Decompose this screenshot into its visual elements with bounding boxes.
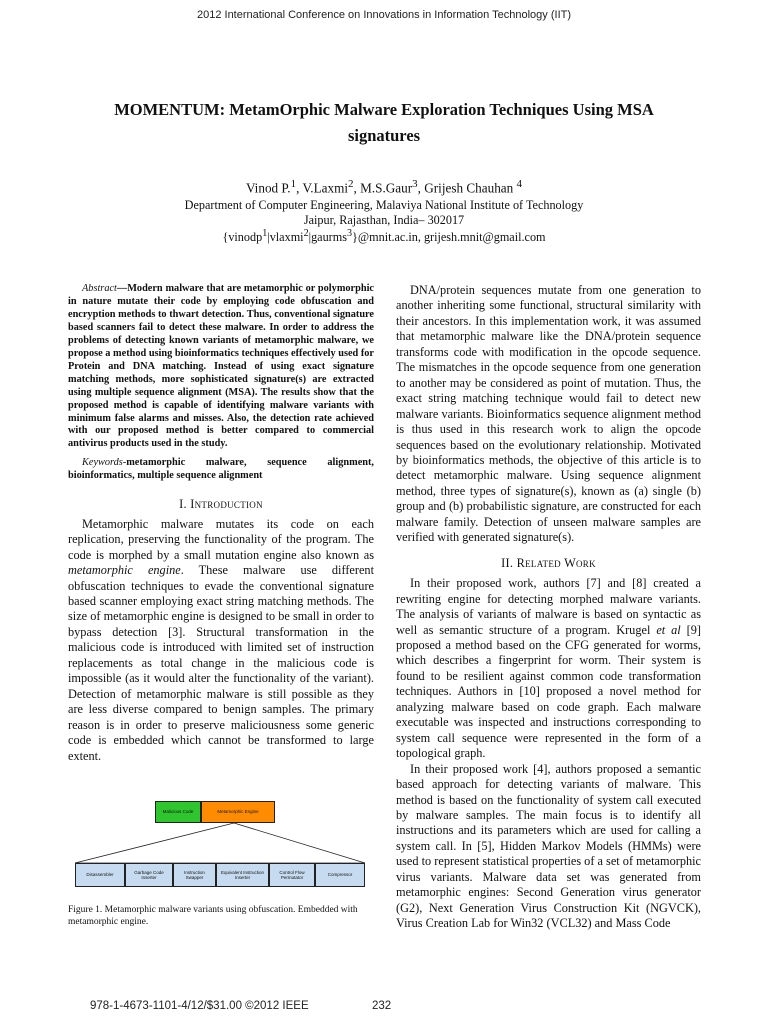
- author-sep: ,: [417, 180, 425, 196]
- related-text: In their proposed work, authors [7] and [8] created a rewriting engine for detecting morphed malware variants. The analysis of variants of malware is based on syntactic as well as semantic structure of a program. Krugel: [396, 576, 701, 637]
- related-work-paragraph-2: In their proposed work [4], authors proposed a semantic based approach for detecting variants of malware. This method is based on the functionality of system call executed by malware samples. The main focus is to identify all instructions and its parameters which are used for calling a system call. In [5], Hidden Markov Models (HMMs) were used to represent statistical properties of a set of metamorphic virus variants. Malware data set was generated from metamorphic engines: Second Generation virus generator (G2), Next Generation Virus Construction Kit (NGVCK), Virus Creation Lab for Win32 (VCL32) and Mass Code: [396, 761, 701, 931]
- garbage-code-inserter-box: Garbage Code Inserter: [125, 863, 173, 887]
- abstract-lead: Abstract: [82, 283, 117, 294]
- author-list: [0, 178, 768, 196]
- intro-paragraph: [68, 517, 374, 764]
- affiliation-line-1: Department of Computer Engineering, Malaviya National Institute of Technology: [184, 198, 584, 212]
- abstract-text: —Modern malware that are metamorphic or polymorphic in nature mutate their code by employing code obfuscation and encryption methods to thwart detection. Thus, conventional signature based scanners fail to detect these malware. In order to address the problems of detecting known variants of metamorphic malware, we propose a method using bioinformatics techniques effectively used for Protein and DNA matching. Instead of using exact signature matching methods, more sophisticated signature(s) are extracted using multiple sequence alignment (MSA). The results show that the proposed method is capable of identifying malware variants with minimum false alarms and misses. Also, the detection rate achieved with our proposed method is better compared to commercial antivirus products used in the study.: [68, 283, 374, 450]
- figure-caption: Figure 1. Metamorphic malware variants using obfuscation. Embedded with metamorphic engine.: [68, 905, 358, 927]
- page-number: 232: [372, 1000, 392, 1012]
- footer-isbn: 978-1-4673-1101-4/12/$31.00 ©2012 IEEE: [90, 1000, 309, 1012]
- author-name: Vinod P.: [245, 180, 291, 196]
- author-name: Grijesh Chauhan: [424, 180, 517, 196]
- left-column: [68, 283, 374, 764]
- metamorphic-engine-box: Metamorphic Engine: [201, 801, 275, 823]
- disassembler-box: Disassembler: [75, 863, 125, 887]
- abstract: [68, 283, 374, 451]
- conference-header: 2012 International Conference on Innovations in Information Technology (IIT): [196, 9, 572, 21]
- intro-emphasis: metamorphic engine: [68, 563, 181, 578]
- title-line-2: signatures: [347, 126, 421, 145]
- author-name: M.S.Gaur: [360, 180, 413, 196]
- email-text: {vinodp: [222, 230, 263, 245]
- author-name: V.Laxmi: [302, 180, 349, 196]
- intro-text: Metamorphic malware mutates its code on each replication, preserving the functionality of the program. The code is morphed by a small mutation engine also known as: [68, 516, 374, 562]
- dna-paragraph: DNA/protein sequences mutate from one generation to another inheriting some functional, structural similarity with their ancestors. In this implementation work, it was assumed that metamorphic malware like the DNA/protein sequence transforms code with modification in the opcode sequence. The mismatches in the opcode sequence from one generation to another may be considered as point of mutation. Thus, the exact string matching technique would fail to detect new malware variants. Bioinformatics sequence alignment method is thus used in this research work to align the opcode sequences based on the evolutionary relationship. Motivated by bioinformatics methods, the objective of this article is to detect metamorphic malware. Using sequence alignment method, three types of signature(s), known as (a) single (b) group and (b) probabilistic signature, are constructed for each malware family. Detection of unseen malware samples are verified with generated signature(s).: [396, 283, 701, 545]
- affiliation-line-2: Jaipur, Rajasthan, India– 302017: [303, 213, 465, 227]
- author-emails: [0, 228, 768, 245]
- section-heading-related-work: II. Related Work: [501, 555, 596, 570]
- author-sep: ,: [296, 180, 303, 196]
- email-text: }@mnit.ac.in, grijesh.mnit@gmail.com: [352, 230, 546, 245]
- email-sup: 3: [346, 228, 353, 239]
- related-emphasis: et al: [656, 622, 681, 637]
- intro-text: . These malware use different obfuscation techniques to evade the conventional signature based scanner employing exact string matching methods. The size of metamorphic engine is designed to be small in order to bypass detection [3]. Structural transformation in the malicious code is introduced with limited set of instruction replacements as total change in the malicious code is impossible (as it would alter the functionality of the variant). Detection of metamorphic malware is still possible as they are less diverse compared to benign samples. The primary reason is in order to preserve maliciousness some generic code is embedded which cannot be transformed to large extent.: [68, 563, 375, 763]
- right-column: [396, 283, 701, 932]
- related-text: [9] proposed a method based on the CFG generated for worms, which describes a fingerprint for worm. Their system is found to be resilient against common code transformation techniques. Authors in [10] proposed a novel method for analyzing malware based on code graph. Each malware executable was inspected and instructions corresponding to system call sequence were represented in the form of a topological graph.: [396, 622, 701, 761]
- email-sup: 1: [262, 228, 268, 239]
- control-flow-permutator-box: Control Flow Permutator: [269, 863, 315, 887]
- author-sup: 3: [412, 178, 418, 190]
- author-sup: 2: [348, 178, 354, 190]
- figure-metamorphic-engine: [70, 795, 370, 895]
- section-heading-introduction: I. Introduction: [179, 497, 263, 512]
- keywords: [68, 457, 374, 483]
- author-sup: 4: [516, 178, 523, 190]
- keywords-text: metamorphic malware, sequence alignment, bioinformatics, multiple sequence alignment: [68, 457, 374, 482]
- author-sep: ,: [353, 180, 361, 196]
- equivalent-instruction-inserter-box: Equivalent Instruction Inserter: [216, 863, 269, 887]
- related-work-paragraph-1: [396, 576, 701, 761]
- instruction-swapper-box: Instruction Swapper: [173, 863, 216, 887]
- keywords-lead: Keywords-: [82, 457, 127, 469]
- email-sup: 2: [303, 228, 309, 239]
- email-text: |gaurms: [308, 230, 347, 245]
- author-sup: 1: [290, 178, 297, 190]
- compressor-box: Compressor: [315, 863, 365, 887]
- malicious-code-box: Malicious Code: [155, 801, 201, 823]
- paper-title: [60, 97, 708, 149]
- email-text: |vlaxmi: [267, 230, 304, 245]
- title-line-1: MOMENTUM: MetamOrphic Malware Exploration Techniques Using MSA: [114, 100, 654, 119]
